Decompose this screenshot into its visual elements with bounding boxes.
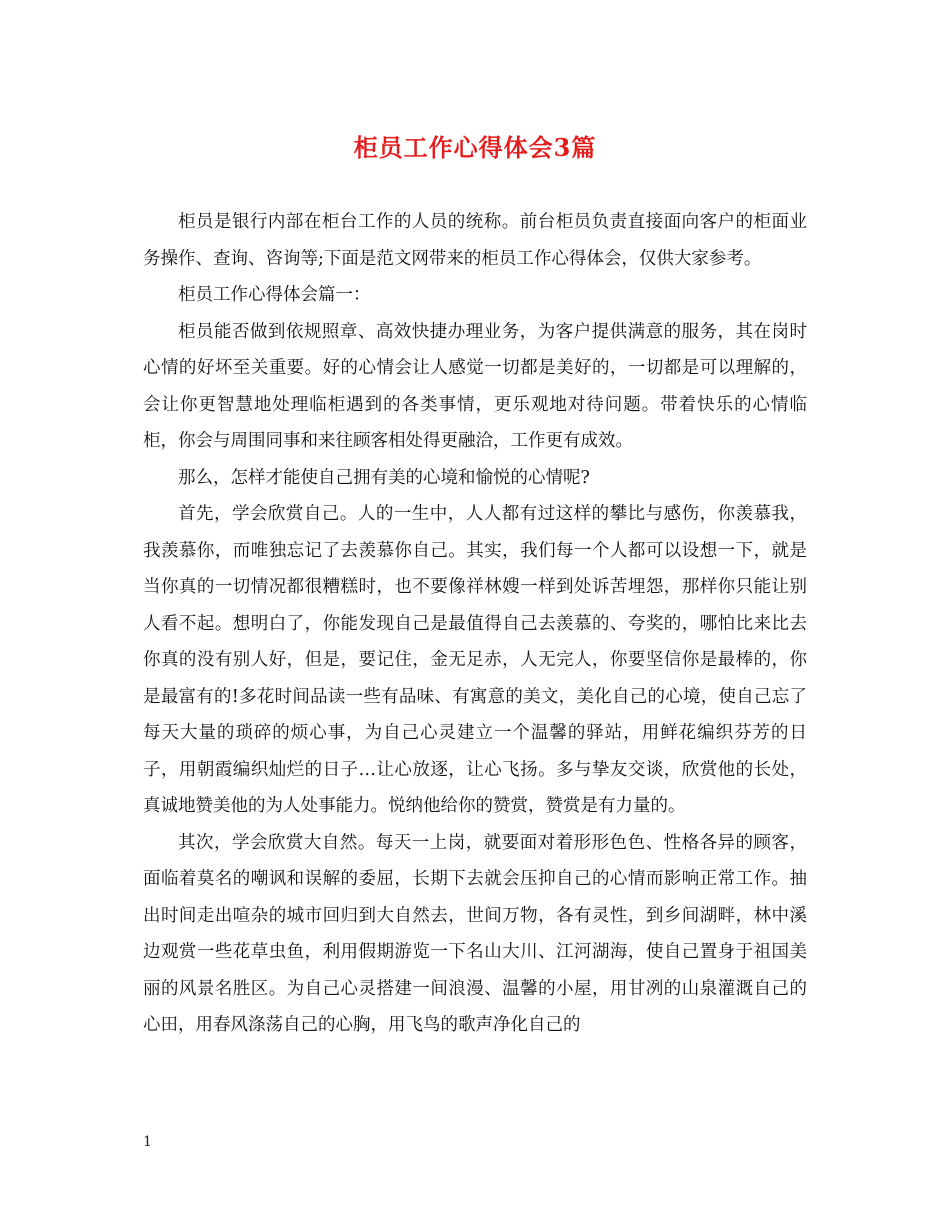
- body-paragraph: 柜员能否做到依规照章、高效快捷办理业务，为客户提供满意的服务，其在岗时心情的好坏至关重要。好的心情会让人感觉一切都是美好的，一切都是可以理解的，会让你更智慧地处理临柜遇到的各类事情，更乐观地对待问题。带着快乐的心情临柜，你会与周围同事和来往顾客相处得更融洽，工作更有成效。: [143, 321, 807, 451]
- body-paragraph: 那么，怎样才能使自己拥有美的心境和愉悦的心情呢?: [178, 467, 590, 488]
- body-paragraph: 其次，学会欣赏大自然。每天一上岗，就要面对着形形色色、性格各异的顾客，面临着莫名的嘲讽和误解的委屈，长期下去就会压抑自己的心情而影响正常工作。抽出时间走出喧杂的城市回归到大自然去，世间万物，各有灵性，到乡间湖畔，林中溪边观赏一些花草虫鱼，利用假期游览一下名山大川、江河湖海，使自己置身于祖国美丽的风景名胜区。为自己心灵搭建一间浪漫、温馨的小屋，用甘冽的山泉灌溉自己的心田，用春风涤荡自己的心胸，用飞鸟的歌声净化自己的: [143, 832, 807, 1035]
- section-heading: 柜员工作心得体会篇一：: [178, 285, 371, 305]
- intro-paragraph: 柜员是银行内部在柜台工作的人员的统称。前台柜员负责直接面向客户的柜面业务操作、查询、咨询等;下面是范文网带来的柜员工作心得体会，仅供大家参考。: [143, 212, 807, 269]
- document-title: 柜员工作心得体会3篇: [353, 133, 597, 162]
- body-paragraph: 首先，学会欣赏自己。人的一生中，人人都有过这样的攀比与感伤，你羡慕我，我羡慕你，而唯独忘记了去羡慕你自己。其实，我们每一个人都可以设想一下，就是当你真的一切情况都很糟糕时，也不要像祥林嫂一样到处诉苦埋怨，那样你只能让别人看不起。想明白了，你能发现自己是最值得自己去羡慕的、夸奖的，哪怕比来比去你真的没有别人好，但是，要记住，金无足赤，人无完人，你要坚信你是最棒的，你是最富有的!多花时间品读一些有品味、有寓意的美文，美化自己的心境，使自己忘了每天大量的琐碎的烦心事，为自己心灵建立一个温馨的驿站，用鲜花编织芬芳的日子，用朝霞编织灿烂的日子…让心放逐，让心飞扬。多与挚友交谈，欣赏他的长处，真诚地赞美他的为人处事能力。悦纳他给你的赞赏，赞赏是有力量的。: [143, 504, 807, 816]
- page-number: 1: [143, 1134, 152, 1150]
- document-body: [143, 204, 807, 1044]
